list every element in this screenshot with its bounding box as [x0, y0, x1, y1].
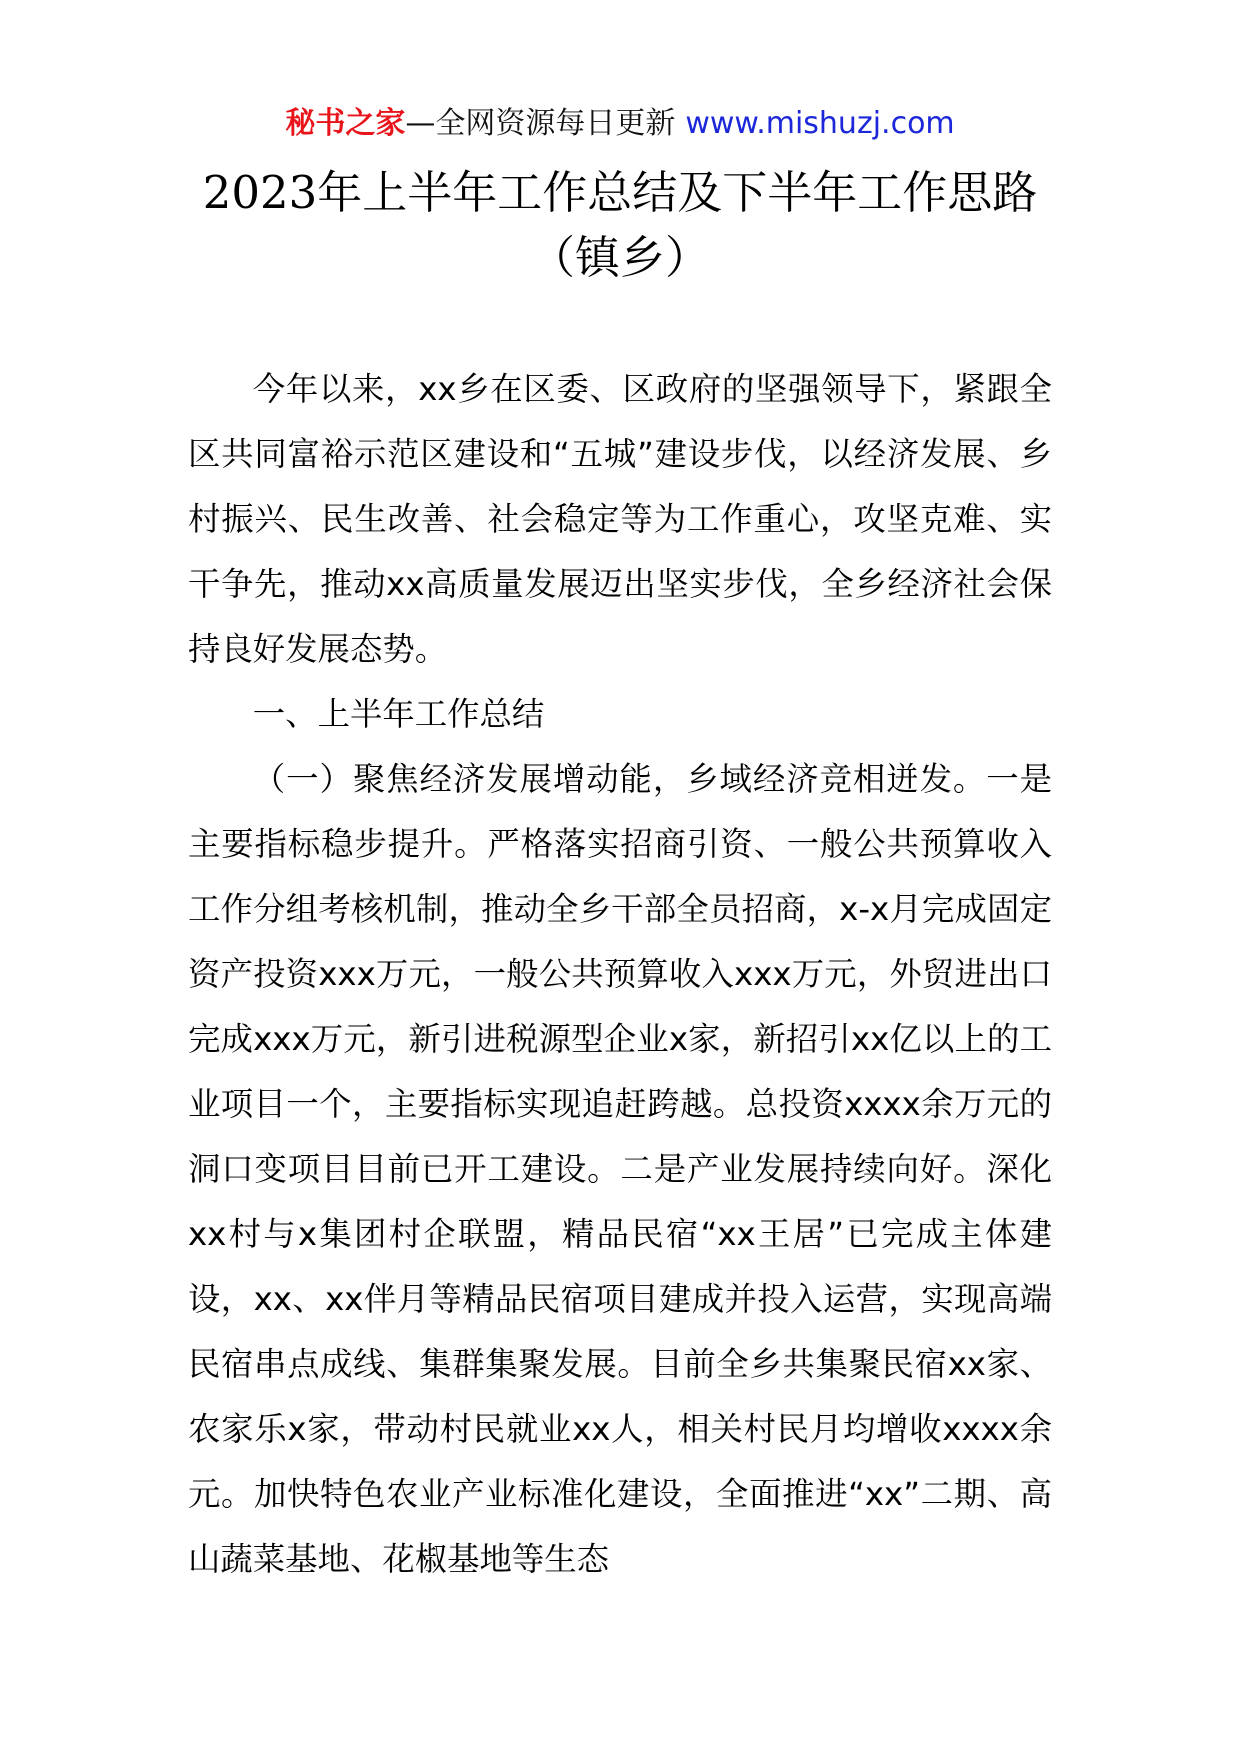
section-heading: 一、上半年工作总结 — [252, 695, 545, 733]
title-line-2: （镇乡） — [529, 231, 710, 284]
document-title — [0, 160, 1240, 290]
document-body — [188, 357, 1052, 1592]
intro-paragraph: 今年以来，xx乡在区委、区政府的坚强领导下，紧跟全区共同富裕示范区建设和“五城”建设步伐，以经济发展、乡村振兴、民生改善、社会稳定等为工作重心，攻坚克难、实干争先，推动xx高质量发展迈出坚实步伐，全乡经济社会保持良好发展态势。 — [188, 370, 1052, 668]
site-header — [0, 98, 1240, 150]
title-line-1: 2023年上半年工作总结及下半年工作思路 — [202, 166, 1038, 219]
brand-name: 秘书之家 — [285, 106, 406, 141]
header-slogan: —全网资源每日更新 — [405, 106, 676, 141]
body-paragraph: （一）聚焦经济发展增动能，乡域经济竞相迸发。一是主要指标稳步提升。严格落实招商引资、一般公共预算收入工作分组考核机制，推动全乡干部全员招商，x-x月完成固定资产投资xxx万元，一般公共预算收入xxx万元，外贸进出口完成xxx万元，新引进税源型企业x家，新招引xx亿以上的工业项目一个，主要指标实现追赶跨越。总投资xxxx余万元的洞口变项目目前已开工建设。二是产业发展持续向好。深化xx村与x集团村企联盟，精品民宿“xx王居”已完成主体建设，xx、xx伴月等精品民宿项目建成并投入运营，实现高端民宿串点成线、集群集聚发展。目前全乡共集聚民宿xx家、农家乐x家，带动村民就业xx人，相关村民月均增收xxxx余元。加快特色农业产业标准化建设，全面推进“xx”二期、高山蔬菜基地、花椒基地等生态 — [188, 760, 1052, 1578]
site-url-link[interactable]: www.mishuzj.com — [685, 106, 955, 141]
